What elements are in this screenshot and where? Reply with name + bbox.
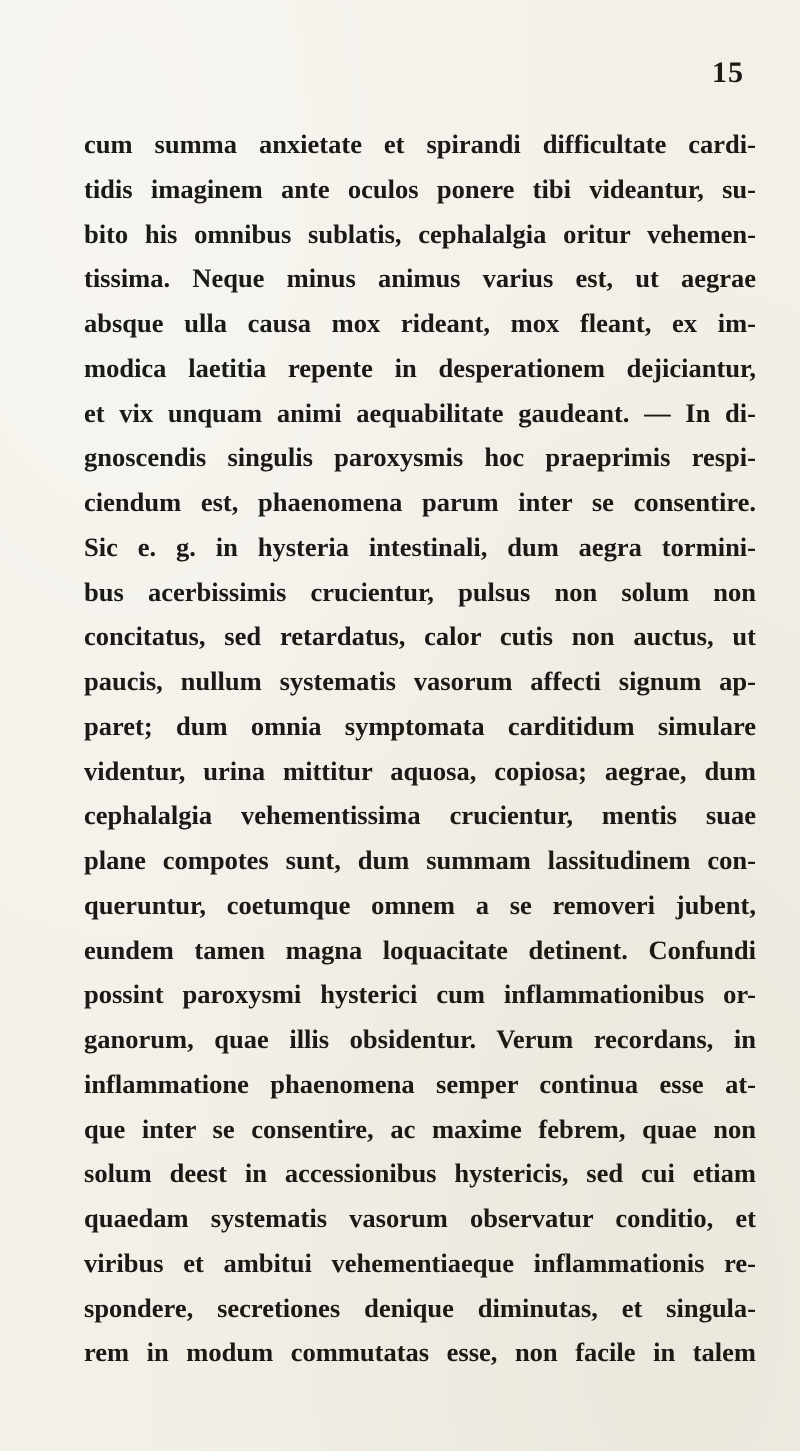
text-line: cum summa anxietate et spirandi difficultate cardi- bbox=[84, 129, 756, 159]
text-line: spondere, secretiones denique diminutas, et singula- bbox=[84, 1292, 756, 1323]
text-line: paucis, nullum systematis vasorum affecti signum ap- bbox=[84, 666, 756, 696]
text-line: ciendum est, phaenomena parum inter se consentire. bbox=[84, 487, 756, 517]
text-line: et vix unquam animi aequabilitate gaudeant. — In di- bbox=[84, 397, 756, 428]
text-line: modica laetitia repente in desperationem dejiciantur, bbox=[84, 352, 756, 383]
text-line: plane compotes sunt, dum summam lassitudinem con- bbox=[84, 845, 756, 875]
text-line: possint paroxysmi hysterici cum inflammationibus or- bbox=[84, 979, 756, 1010]
text-line: queruntur, coetumque omnem a se removeri jubent, bbox=[84, 889, 756, 920]
body-text bbox=[84, 122, 756, 1375]
text-line: bus acerbissimis crucientur, pulsus non solum non bbox=[84, 576, 756, 607]
text-line: absque ulla causa mox rideant, mox fleant, ex im- bbox=[84, 308, 756, 338]
text-line: quaedam systematis vasorum observatur conditio, et bbox=[84, 1203, 756, 1233]
text-line: Sic e. g. in hysteria intestinali, dum aegra tormini- bbox=[84, 531, 756, 562]
text-line: tidis imaginem ante oculos ponere tibi videantur, su- bbox=[84, 173, 756, 204]
text-line: ganorum, quae illis obsidentur. Verum recordans, in bbox=[84, 1024, 756, 1054]
text-line: solum deest in accessionibus hystericis, sed cui etiam bbox=[84, 1158, 756, 1189]
text-line: viribus et ambitui vehementiaeque inflammationis re- bbox=[84, 1247, 756, 1278]
text-line: rem in modum commutatas esse, non facile in talem bbox=[84, 1337, 756, 1368]
text-line: concitatus, sed retardatus, calor cutis non auctus, ut bbox=[84, 621, 756, 652]
text-line: que inter se consentire, ac maxime febrem, quae non bbox=[84, 1113, 756, 1144]
text-line: gnoscendis singulis paroxysmis hoc praeprimis respi- bbox=[84, 442, 756, 473]
text-line: bito his omnibus sublatis, cephalalgia oritur vehemen- bbox=[84, 218, 756, 249]
text-line: cephalalgia vehementissima crucientur, mentis suae bbox=[84, 800, 756, 831]
text-line: eundem tamen magna loquacitate detinent. Confundi bbox=[84, 934, 756, 965]
text-line: inflammatione phaenomena semper continua esse at- bbox=[84, 1068, 756, 1099]
text-line: videntur, urina mittitur aquosa, copiosa; aegrae, dum bbox=[84, 755, 756, 786]
text-line: tissima. Neque minus animus varius est, ut aegrae bbox=[84, 263, 756, 294]
text-line: paret; dum omnia symptomata carditidum simulare bbox=[84, 710, 756, 741]
page-number: 15 bbox=[712, 56, 744, 89]
